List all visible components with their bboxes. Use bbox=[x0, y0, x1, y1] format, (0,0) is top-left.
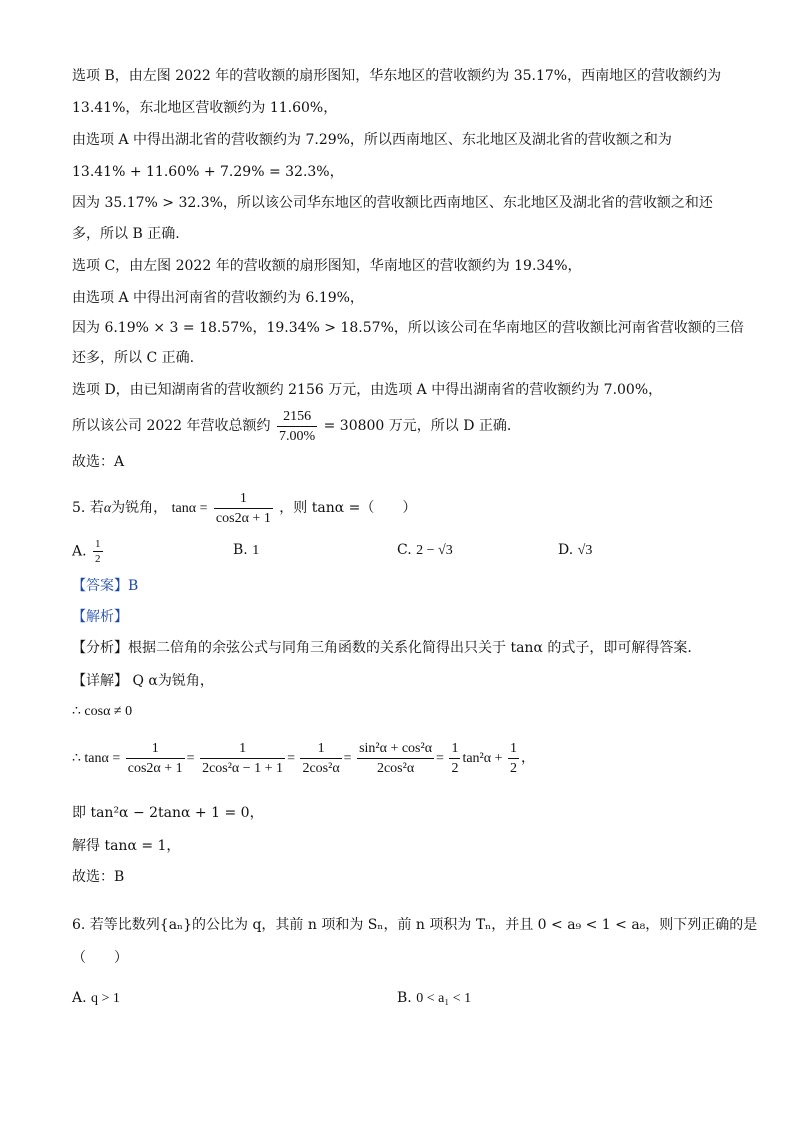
question-6-paren: （ ） bbox=[72, 950, 128, 966]
fraction-numerator: 1 bbox=[300, 740, 341, 759]
option-label: A. bbox=[72, 543, 87, 560]
text-line: 还多，所以 C 正确. bbox=[72, 350, 195, 366]
option-value: √3 bbox=[577, 543, 593, 558]
fraction-numerator: 2156 bbox=[277, 408, 317, 427]
fraction-numerator: 1 bbox=[200, 740, 285, 759]
option-label: A. bbox=[72, 990, 87, 1006]
option-b bbox=[233, 540, 259, 561]
fraction-numerator: 1 bbox=[126, 740, 185, 759]
fraction-denominator: 2cos²α − 1 + 1 bbox=[202, 761, 284, 777]
fraction bbox=[357, 740, 434, 777]
fraction bbox=[449, 740, 460, 777]
option-a bbox=[72, 538, 105, 565]
fraction-numerator: 1 bbox=[214, 490, 273, 509]
fraction-denominator: 2 bbox=[451, 761, 459, 777]
fraction-denominator: cos2α + 1 bbox=[215, 510, 271, 526]
question-6-stem: 6. 若等比数列{aₙ}的公比为 q，其前 n 项和为 Sₙ，前 n 项积为 Tₙ，并且 0 < a₉ < 1 < a₈，则下列正确的是 bbox=[72, 917, 758, 933]
text-segment: 所以该公司 2022 年营收总额约 bbox=[72, 418, 271, 434]
option-value: 1 bbox=[252, 543, 260, 558]
math-step: ∴ cosα ≠ 0 bbox=[72, 704, 133, 719]
fraction bbox=[126, 740, 185, 777]
text-line: 由选项 A 中得出湖北省的营收额约为 7.29%，所以西南地区、东北地区及湖北省的营收额之和为 bbox=[72, 132, 672, 148]
fraction-denominator: 2 bbox=[95, 553, 101, 565]
fraction-denominator: 2cos²α bbox=[376, 761, 415, 777]
option-a bbox=[72, 988, 120, 1009]
fraction bbox=[200, 740, 285, 777]
fraction bbox=[277, 408, 317, 445]
option-label: B. bbox=[233, 542, 248, 558]
text-line: 13.41%，东北地区营收额约为 11.60%， bbox=[72, 100, 338, 116]
text-line: 选项 B，由左图 2022 年的营收额的扇形图知，华东地区的营收额约为 35.17%，西南地区的营收额约为 bbox=[72, 68, 722, 84]
question-5-stem bbox=[72, 488, 416, 529]
text-line: 因为 35.17% > 32.3%，所以该公司华东地区的营收额比西南地区、东北地区及湖北省的营收额之和还 bbox=[72, 195, 713, 211]
text-line: 多，所以 B 正确. bbox=[72, 226, 180, 242]
text-line: 故选：A bbox=[72, 454, 125, 470]
fraction bbox=[93, 538, 103, 565]
text-segment: ，则 tanα =（ ） bbox=[279, 500, 417, 516]
math-equation-chain: ∴ tanα = $\frac{1}{\cos 2\alpha + 1}$ = $\frac{1}{\text{2cos²α − 1 + 1}}$ = $\frac{1}{\text{2cos²α}}$ = $\frac{\text{sin²α + cos²α}}{\text{2cos²α}}$ = $\frac{1}{2}$ tan²α + $\frac{1}{2}$ ， bbox=[72, 741, 535, 777]
detail-text: 【详解】 Q α为锐角， bbox=[72, 673, 214, 689]
fraction-denominator: 2 bbox=[509, 761, 517, 777]
option-value: q > 1 bbox=[91, 991, 120, 1006]
math-expression: ∴ tanα = bbox=[72, 751, 121, 766]
text-segment: 5. 若 bbox=[72, 500, 104, 516]
text-line: 由选项 A 中得出河南省的营收额约为 6.19%， bbox=[72, 290, 364, 306]
analysis-text: 【分析】根据二倍角的余弦公式与同角三角函数的关系化简得出只关于 tanα 的式子，即可解得答案. bbox=[72, 640, 692, 656]
math-expression: tanα = bbox=[171, 501, 208, 516]
option-label: D. bbox=[558, 542, 574, 558]
answer-label: 【答案】B bbox=[72, 578, 139, 594]
text-line: 因为 6.19% × 3 = 18.57%，19.34% > 18.57%，所以该公司在华南地区的营收额比河南省营收额的三倍 bbox=[72, 320, 744, 336]
text-line-total-revenue bbox=[72, 406, 511, 446]
fraction-numerator: 1 bbox=[95, 538, 101, 550]
math-step: 解得 tanα = 1， bbox=[72, 838, 181, 854]
fraction-numerator: 1 bbox=[508, 740, 519, 759]
fraction bbox=[214, 490, 273, 527]
math-step: 即 tan²α − 2tanα + 1 = 0， bbox=[72, 805, 264, 821]
option-b bbox=[397, 988, 471, 1009]
text-line: 选项 D，由已知湖南省的营收额约 2156 万元，由选项 A 中得出湖南省的营收额约为 7.00%， bbox=[72, 382, 663, 398]
fraction-numerator: 1 bbox=[449, 740, 460, 759]
fraction-denominator: 7.00% bbox=[278, 428, 316, 444]
fraction-numerator: sin²α + cos²α bbox=[357, 740, 434, 759]
option-value: 0 < a₁ < 1 bbox=[416, 991, 472, 1006]
conclusion-text: 故选：B bbox=[72, 869, 125, 885]
fraction bbox=[300, 740, 341, 777]
option-value: 2 − √3 bbox=[416, 543, 453, 558]
text-line: 13.41% + 11.60% + 7.29% = 32.3%， bbox=[72, 164, 344, 180]
option-d bbox=[558, 540, 592, 561]
text-line: 选项 C，由左图 2022 年的营收额的扇形图知，华南地区的营收额约为 19.34%， bbox=[72, 258, 582, 274]
fraction-denominator: cos2α + 1 bbox=[127, 761, 183, 777]
option-c bbox=[397, 540, 453, 561]
math-expression: tan²α + bbox=[462, 751, 503, 766]
option-label: C. bbox=[397, 542, 412, 558]
option-label: B. bbox=[397, 990, 412, 1006]
fraction bbox=[508, 740, 519, 777]
analysis-header: 【解析】 bbox=[72, 609, 128, 625]
text-segment: 为锐角， bbox=[111, 500, 168, 516]
text-segment: ， bbox=[520, 751, 535, 766]
text-segment: = 30800 万元，所以 D 正确. bbox=[323, 418, 512, 434]
math-alpha: α bbox=[103, 501, 112, 516]
fraction-denominator: 2cos²α bbox=[302, 761, 340, 777]
